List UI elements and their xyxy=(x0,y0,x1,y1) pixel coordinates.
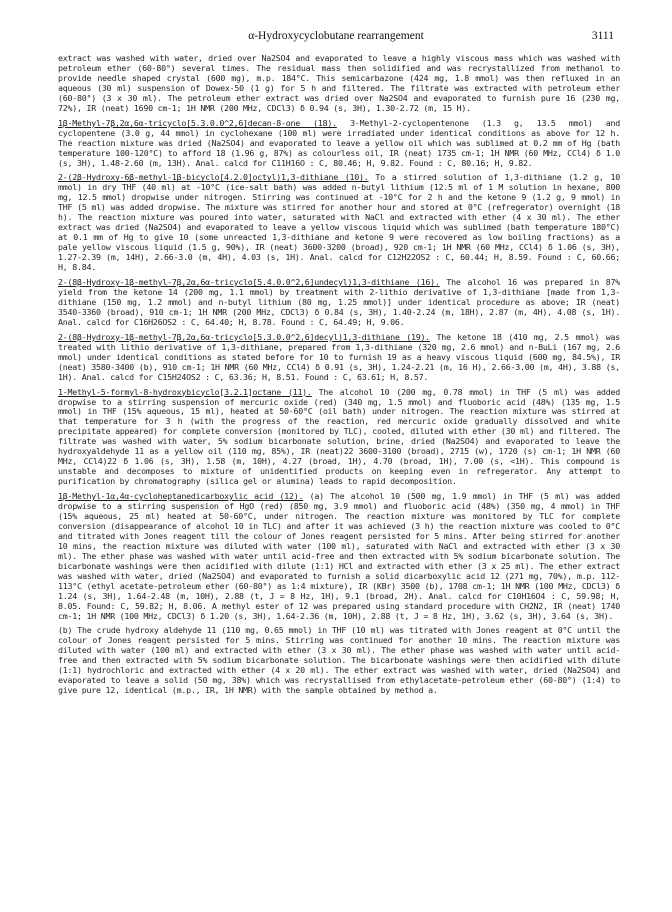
compound-heading: 2-(2β-Hydroxy-6β-methyl-1β-bicyclo[4.2.0]octyl)1,3-dithiane (10). xyxy=(58,172,369,183)
compound-heading: 1-Methyl-5-formyl-8-hydroxybicyclo[3.2.1]octane (11). xyxy=(58,386,312,397)
paragraph-text: The ketone 18 (410 mg, 2.5 mmol) was treated with lithio derivative of 1,3-dithiane, prepared from 1,3-dithiane (320 mg, 2.6 mmol) and n-BuLi (167 mg, 2.6 mmol) under identical conditions as stated before for 10 to furnish 19 as a heavy viscous liquid (600 mg, 84.5%), IR (neat) 3580-3400 (b), 910 cm-1; 1H NMR (60 MHz, CCl4) δ 0.91 (s, 3H), 1.24-2.21 (m, 16 H), 2.66-3.00 (m, 4H), 3.88 (s, 1H). Anal. calcd for C15H24OS2 : C, 63.36; H, 8.51. Found : C, 63.61; H, 8.57. xyxy=(58,331,620,382)
compound-heading: 1β-Methyl-1α,4α-cycloheptanedicarboxylic acid (12). xyxy=(58,491,304,502)
paragraph-text: 3-Methyl-2-cyclopentenone (1.3 g, 13.5 mmol) and cyclopentene (3.0 g, 44 mmol) in cyclohexane (100 ml) were irradiated under identical conditions as above for 12 h. The reaction mixture was dried (Na2SO4) and evaporated to leave a yellow oil which was sublimed at 0.2 mm of Hg (bath temperature 100-120°C) to afford 18 (1.96 g, 87%) as colourless oil, IR (neat) 1735 cm-1; 1H NMR (60 MHz, CCl4) δ 1.0 (s, 3H), 1.48-2.60 (m, 13H). Anal. calcd for C11H16O : C, 80.46; H, 9.82. Found : C, 80.16; H, 9.82. xyxy=(58,117,620,168)
experimental-section xyxy=(58,54,620,701)
paragraph-compound-18 xyxy=(58,119,620,169)
paragraph-text: (b) The crude hydroxy aldehyde 11 (110 mg, 0.65 mmol) in THF (10 ml) was titrated with Jones reagent at 0°C until the colour of Jones reagent persisted for 5 mins. Stirring was continued for another 10 mins. The reaction mixture was diluted with water (100 ml) and extracted with ether (3 x 30 ml). The ether phase was washed with water until acid-free and then extracted with 5% sodium bicarbonate solution. The bicarbonate washings were then acidified with dilute (1:1) hydrochloric and extracted with ether (4 x 20 ml). The ether extract was washed with water, dried (Na2SO4) and evaporated to leave a solid (50 mg, 38%) which was recrystallised from ethylacetate-petroleum ether (60-80°) (1:4) to give pure 12, identical (m.p., IR, 1H NMR) with the sample obtained by method a. xyxy=(58,625,620,696)
running-title: α-Hydroxycyclobutane rearrangement xyxy=(248,30,424,42)
paragraph-compound-12-method-a xyxy=(58,492,620,621)
paragraph-semicarbazone-workup xyxy=(58,54,620,114)
paragraph-compound-12-method-b xyxy=(58,626,620,696)
page-number: 3111 xyxy=(591,30,614,42)
paragraph-compound-10 xyxy=(58,173,620,273)
paragraph-compound-19 xyxy=(58,333,620,383)
paragraph-text: (a) The alcohol 10 (500 mg, 1.9 mmol) in THF (5 ml) was added dropwise to a stirring suspension of HgO (red) (850 mg, 3.9 mmol) and fluoboric acid (48%) (350 mg, 4 mmol) in THF (15% aqueous, 25 ml) heated at 50-60°C, under nitrogen. The reaction mixture was monitored by TLC for complete conversion (disappearance of alcohol 10 in TLC) and after it was achieved (3 h) the reaction mixture was cooled to 0°C and titrated with Jones reagent till the colour of Jones reagent persisted for 5 mins. After being stirred for another 10 mins, the reaction mixture was diluted with water (100 ml), saturated with NaCl and extracted with ether (3 x 30 ml). The ether phase was washed with water until acid-free and then extracted with 5% sodium bicarbonate solution. The bicarbonate washings were then acidified with dilute (1:1) HCl and extracted with ether (3 x 25 ml). The ether extract was washed with water, dried (Na2SO4) and evaporated to furnish a solid dicarboxylic acid 12 (271 mg, 70%), m.p. 112-113°C (ethyl acetate-petroleum ether (60-80°) as 1:4 mixture), IR (KBr) 3500 (b), 1708 cm-1; 1H NMR (100 MHz, CDCl3) δ 1.24 (s, 3H), 1.64-2.48 (m, 10H), 2.88 (t, J = 8 Hz, 1H), 9.1 (broad, 2H). Anal. calcd for C10H16O4 : C, 59.98; H, 8.05. Found: C, 59.82; H, 8.06. A methyl ester of 12 was prepared using standard procedure with CH2N2, IR (neat) 1740 cm-1; 1H NMR (100 MHz, CDCl3) δ 1.20 (s, 3H), 1.64-2.36 (m, 10H), 2.88 (t, J = 8 Hz, 1H), 3.62 (s, 3H), 3.64 (s, 3H). xyxy=(58,491,620,621)
compound-heading: 2-(8β-Hydroxy-1β-methyl-7β,2α,6α-tricyclo[5.3.0.0^2,6]decyl)1,3-dithiane (19). xyxy=(58,331,430,342)
paragraph-text: The alcohol 10 (200 mg, 0.78 mmol) in THF (5 ml) was added dropwise to a stirring suspension of mercuric oxide (red) (340 mg, 1.5 mmol) and fluoboric acid (48%) (135 mg, 1.5 mmol) in THF (15% aqueous, 15 ml), heated at 50-60°C (oil bath) under nitrogen. The reaction mixture was stirred at that temperature for 3 h (with the progress of the reaction, red mercuric oxide gradually dissolved and white precipitate appeared) for complete conversion (monitored by TLC), cooled, diluted with ether (30 ml) and filtered. The filtrate was washed with water, 5% sodium bicarbonate solution, brine, dried (Na2SO4) and evaporated to leave the hydroxyaldehyde 11 as a yellow oil (110 mg, 85%), IR (neat)22 3600-3100 (broad), 2715 (w), 1720 (s) cm-1; 1H NMR (60 MHz, CCl4)22 δ 1.06 (s, 3H), 1.58 (m, 10H), 4.27 (broad, 1H), 4.70 (broad, 1H), 7.00 (s, <1H). This compound is unstable and decomposes to mixture of unidentified products on keeping even in refregerator. Any attempt to purification by chromatography (silica gel or alumina) leads to rapid decomposition. xyxy=(58,386,621,487)
paragraph-text: The alcohol 16 was prepared in 87% yield from the ketone 14 (200 mg, 1.1 mmol) by treatment with 2-lithio derivative of 1,3-dithiane [made from 1,3-dithiane (150 mg, 1.2 mmol) and n-butyl lithium (80 mg, 1.25 mmol)] under identical procedure as above; IR (neat) 3540-3360 (broad), 910 cm-1; 1H NMR (200 MHz, CDCl3) δ 0.84 (s, 3H), 1.40-2.24 (m, 18H), 2.87 (m, 4H), 4.08 (s, 1H). Anal. calcd for C16H26OS2 : C, 64.40; H, 8.78. Found : C, 64.49; H, 9.06. xyxy=(58,277,620,327)
paragraph-text: extract was washed with water, dried over Na2SO4 and evaporated to leave a highly viscous mass which was washed with petroleum ether (60-80°) several times. The residual mass then solidified and was recrystallized from methanol to provide needle shaped crystal (600 mg), m.p. 184°C. This semicarbazone (424 mg, 1.8 mmol) was then refluxed in an aqueous (30 ml) suspension of Dowex-50 (1 g) for 5 h and filtered. The filtrate was extracted with petroleum ether (60-80°) (3 x 30 ml). The petroleum ether extract was dried over Na2SO4 and evaporated to furnish pure 16 (230 mg, 72%), IR (neat) 1690 cm-1; 1H NMR (200 MHz, CDCl3) δ 0.94 (s, 3H), 1.30-2.72 (m, 15 H). xyxy=(58,53,620,113)
paragraph-text: To a stirred solution of 1,3-dithiane (1.2 g, 10 mmol) in dry THF (40 ml) at -10°C (ice-salt bath) was added n-butyl lithium (12.5 ml of 1 M solution in hexane, 800 mg, 12.5 mmol) dropwise under nitrogen. Stirring was continued at -10°C for 2 h and the ketone 9 (1.2 g, 9 mmol) in THF (5 ml) was added dropwise. The mixture was stirred for another hour and stored at 0°C (refregerator) overnight (18 h). The reaction mixture was poured into water, saturated with NaCl and extracted with ether (4 x 30 ml). The ether extract was dried (Na2SO4) and evaporated to leave a yellow viscous liquid which was sublimed (bath temperature 180°C) at 0.1 mm of Hg to give 10 (some unreacted 1,3-dithiane and ketone 9 were recovered as low boiling fractions) as a pale yellow viscous liquid (1.5 g, 90%), IR (neat) 3600-3200 (broad), 920 cm-1; 1H NMR (60 MHz, CCl4) δ 1.06 (s, 3H), 1.27-2.39 (m, 14H), 2.66-3.0 (m, 4H), 4.03 (s, 1H). Anal. calcd for C12H22OS2 : C, 60.44; H, 8.59. Found : C, 60.66; H, 8.84. xyxy=(58,172,621,273)
running-header xyxy=(58,30,614,44)
compound-heading: 2-(8β-Hydroxy-1β-methyl-7β,2α,6α-tricyclo[5.4.0.0^2,6]undecyl)1,3-dithiane (16). xyxy=(58,277,440,288)
paragraph-compound-16 xyxy=(58,278,620,328)
paragraph-compound-11 xyxy=(58,388,620,488)
compound-heading: 1β-Methyl-7β,2α,6α-tricyclo[5.3.0.0^2,6]decan-8-one (18). xyxy=(58,117,337,128)
